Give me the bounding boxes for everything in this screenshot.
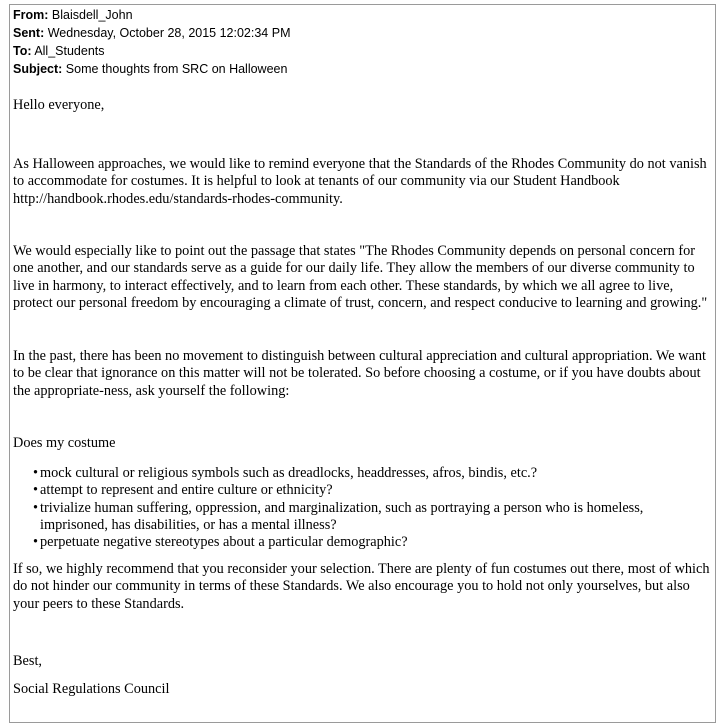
paragraph-2-line: live in harmony, to interact effectively, and to learn from each other. These standards, by which we all agree to live,: [13, 277, 674, 294]
list-item-text: mock cultural or religious symbols such as dreadlocks, headdresses, afros, bindis, etc.?: [40, 465, 538, 481]
list-item-text: trivialize human suffering, oppression, and marginalization, such as portraying a person who is homeless,: [40, 499, 644, 516]
list-item: [13, 500, 643, 535]
list-item-text: imprisoned, has disabilities, or has a mental illness?: [40, 516, 337, 533]
list-item-text: perpetuate negative stereotypes about a particular demographic?: [40, 534, 408, 551]
to-label: To:: [13, 44, 32, 58]
sent-label: Sent:: [13, 26, 45, 40]
paragraph-1-line: to accommodate for costumes. It is helpful to look at tenants of our community via our Student Handbook: [13, 173, 620, 190]
to-line: [13, 42, 290, 60]
paragraph-4-line: your peers to these Standards.: [13, 595, 185, 612]
from-label: From:: [13, 8, 49, 22]
bullet-icon: •: [33, 499, 39, 516]
closing: Best,: [13, 653, 42, 669]
paragraph-3-line: In the past, there has been no movement to distinguish between cultural appreciation and cultural appropriation. We want: [13, 348, 706, 364]
list-item-text: attempt to represent and entire culture or ethnicity?: [40, 482, 333, 499]
email-message: [9, 4, 716, 723]
greeting: Hello everyone,: [13, 97, 105, 113]
list-item: [13, 482, 643, 499]
bullet-icon: •: [33, 482, 39, 499]
from-line: [13, 6, 290, 24]
paragraph-4-line: do not hinder our community in terms of these Standards. We also encourage you to hold not only yourselves, but also: [13, 578, 690, 595]
sent-line: [13, 24, 290, 42]
to-value: All_Students: [34, 44, 105, 58]
list-item: [13, 465, 643, 482]
paragraph-2-line: one another, and our standards serve as a guide for our daily life. They allow the members of our diverse community to: [13, 260, 695, 277]
paragraph-3-line: the appropriate-ness, ask yourself the following:: [13, 382, 290, 399]
paragraph-4: [13, 561, 710, 613]
email-header: [13, 6, 290, 78]
paragraph-3: [13, 348, 706, 400]
paragraph-3-line: to be clear that ignorance on this matter will not be tolerated. So before choosing a costume, or if you have doubts about: [13, 365, 701, 382]
from-value: Blaisdell_John: [51, 8, 133, 22]
subject-line: [13, 60, 290, 78]
costume-questions-list: [13, 465, 643, 551]
sent-value: Wednesday, October 28, 2015 12:02:34 PM: [47, 26, 291, 40]
paragraph-4-line: If so, we highly recommend that you reconsider your selection. There are plenty of fun costumes out there, most of which: [13, 561, 710, 577]
bullet-icon: •: [33, 465, 39, 481]
paragraph-2-line: protect our personal freedom by encouraging a climate of trust, concern, and respect conducive to learning and growing.": [13, 294, 708, 311]
signature: Social Regulations Council: [13, 681, 170, 697]
bullet-icon: •: [33, 534, 39, 551]
subject-value: Some thoughts from SRC on Halloween: [65, 62, 288, 76]
list-item: [13, 534, 643, 551]
paragraph-1: [13, 156, 707, 208]
subject-label: Subject:: [13, 62, 63, 76]
paragraph-2: [13, 243, 707, 312]
paragraph-1-line: As Halloween approaches, we would like to remind everyone that the Standards of the Rhodes Community do not vanish: [13, 156, 707, 172]
paragraph-1-line: http://handbook.rhodes.edu/standards-rhodes-community.: [13, 190, 343, 207]
question-line: Does my costume: [13, 435, 116, 451]
paragraph-2-line: We would especially like to point out the passage that states "The Rhodes Community depends on personal concern for: [13, 243, 696, 259]
